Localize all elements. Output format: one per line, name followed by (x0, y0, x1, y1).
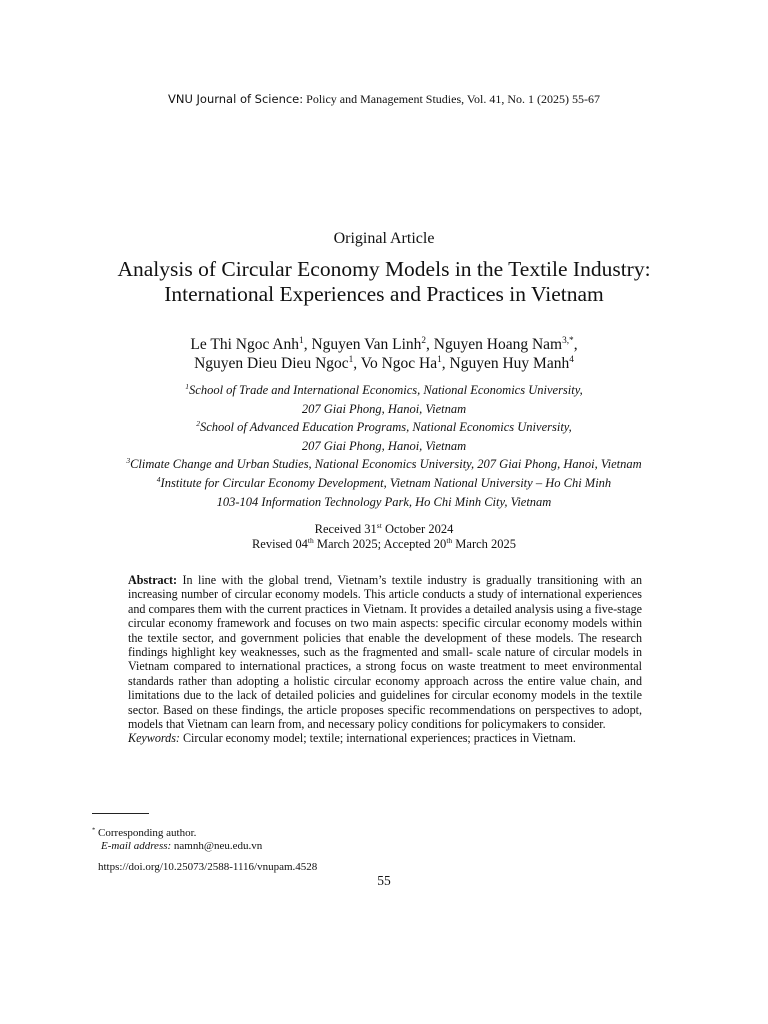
affiliation-2 (0, 418, 768, 455)
affiliation-4 (0, 474, 768, 511)
affiliation-1 (0, 381, 768, 418)
article-type: Original Article (333, 230, 435, 247)
author-name: Nguyen Dieu Dieu Ngoc (194, 355, 349, 372)
author-line-2 (0, 354, 768, 373)
author-list (0, 335, 768, 373)
doi-link[interactable]: https://doi.org/10.25073/2588-1116/vnupam.4528 (98, 861, 318, 873)
affiliation-sup: 1 (185, 381, 190, 391)
abstract-text: In line with the global trend, Vietnam’s textile industry is gradually transitioning with an increasing number of circular economy models. This article conducts a study of international experiences and compares them with the current practices in Vietnam. It provides a detailed analysis using a five-stage circular economy framework and focuses on two main aspects: specific circular economy models within the textile sector, and government policies that enable the development of these models. The research findings highlight key weaknesses, such as the fragmented and small- scale nature of circular models in Vietnam compared to international practices, a strong focus on waste treatment to meet environmental standards rather than adopting a holistic circular economy approach across the entire value chain, and limitations due to the lack of detailed policies and guidelines for circular economy models in the textile sector. Based on these findings, the article proposes specific recommendations on perspectives to adopt, models that Vietnam can learn from, and necessary policy conditions for policymakers to consider. (128, 573, 642, 732)
author-sep: , (303, 336, 312, 353)
author-name: Nguyen Van Linh (311, 336, 422, 353)
abstract (128, 573, 642, 746)
author-sep: , (353, 355, 361, 372)
article-dates (0, 522, 768, 552)
author-affil-sup: 1 (437, 354, 442, 365)
keywords (128, 731, 642, 745)
author-affil-sup: 1 (348, 354, 354, 365)
affiliation-line: 207 Giai Phong, Hanoi, Vietnam (301, 438, 467, 453)
author-name: Nguyen Hoang Nam (433, 336, 563, 353)
author-sep: , (441, 355, 450, 372)
author-sep: , (426, 336, 434, 353)
affiliation-line: 103-104 Information Technology Park, Ho Chi Minh City, Vietnam (216, 494, 552, 509)
keywords-text: Circular economy model; textile; international experiences; practices in Vietnam. (179, 731, 576, 746)
author-name: Vo Ngoc Ha (360, 355, 438, 372)
page-number: 55 (377, 873, 391, 888)
author-affil-sup: 4 (569, 354, 574, 365)
footnote-rule (92, 813, 149, 814)
revised-accepted-date: Revised 04th March 2025; Accepted 20th March 2025 (251, 535, 517, 551)
affiliation-line: School of Advanced Education Programs, National Economics University, (199, 420, 572, 434)
corresponding-author-text: Corresponding author. (95, 827, 197, 839)
journal-details: Policy and Management Studies, Vol. 41, No. 1 (2025) 55-67 (303, 92, 601, 106)
affiliation-sup: 2 (196, 418, 200, 428)
journal-header (0, 92, 768, 107)
author-affil-sup: 2 (421, 335, 427, 346)
footnote-mark: * (92, 826, 96, 834)
footnote-corresponding (92, 827, 196, 840)
affiliation-line: 207 Giai Phong, Hanoi, Vietnam (301, 401, 467, 416)
affiliation-sup: 4 (156, 474, 161, 484)
affiliation-sup: 3 (126, 455, 131, 465)
author-sep: , (573, 336, 578, 353)
footnote-email (101, 840, 262, 853)
received-date: Received 31st October 2024 (314, 520, 454, 536)
author-affil-sup: 1 (299, 335, 304, 346)
affiliation-line: Institute for Circular Economy Development, Vietnam National University – Ho Chi Minh (160, 476, 612, 490)
affiliation-line: School of Trade and International Economics, National Economics University, (189, 383, 583, 397)
abstract-body (128, 573, 642, 731)
keywords-label: Keywords: (128, 731, 180, 746)
affiliation-3 (0, 455, 768, 474)
abstract-label: Abstract: (128, 573, 178, 587)
title-line-2: International Experiences and Practices in Vietnam (164, 282, 604, 306)
affiliation-line: Climate Change and Urban Studies, National Economics University, 207 Giai Phong, Hanoi, Vietnam (130, 457, 642, 471)
author-line-1 (0, 335, 768, 354)
author-name: Le Thi Ngoc Anh (190, 336, 300, 353)
author-affil-sup: 3,* (562, 335, 574, 346)
email-label: E-mail address: (101, 840, 172, 852)
author-name: Nguyen Huy Manh (449, 355, 570, 372)
email-address[interactable]: namnh@neu.edu.vn (171, 840, 263, 852)
article-title (0, 257, 768, 307)
title-line-1: Analysis of Circular Economy Models in the Textile Industry: (117, 257, 651, 281)
journal-name: VNU Journal of Science: (167, 92, 304, 106)
